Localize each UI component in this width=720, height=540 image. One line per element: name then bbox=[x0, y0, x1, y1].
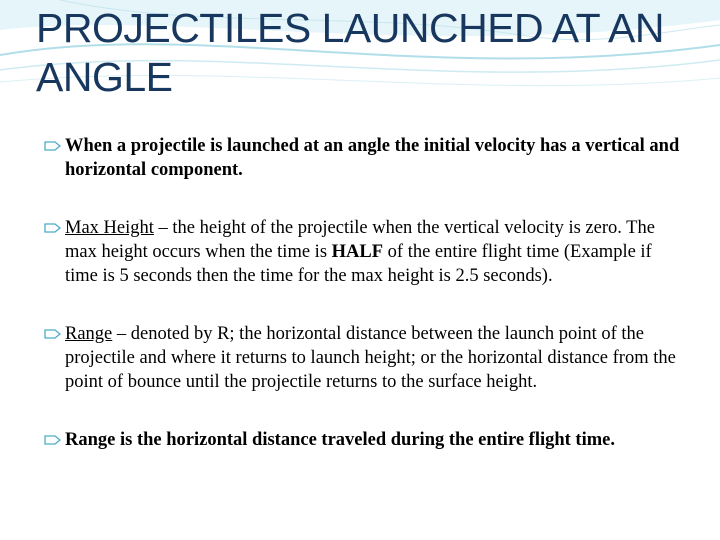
arrow-bullet-icon bbox=[44, 140, 61, 152]
title-line-2: ANGLE bbox=[36, 54, 173, 101]
bullet-list bbox=[44, 134, 680, 452]
term-max-height: Max Height bbox=[65, 218, 154, 238]
bullet-item bbox=[44, 428, 680, 452]
bullet-item bbox=[44, 134, 680, 182]
arrow-bullet-icon bbox=[44, 328, 61, 340]
bullet-text: Range is the horizontal distance traveled during the entire flight time. bbox=[65, 430, 615, 450]
term-range: Range bbox=[65, 324, 113, 344]
bullet-item bbox=[44, 216, 680, 288]
slide-title bbox=[36, 4, 706, 102]
bullet-text: – the height of the projectile when the vertical velocity is zero. The max height occurs when the time is bbox=[65, 218, 655, 262]
arrow-bullet-icon bbox=[44, 434, 61, 446]
bullet-text: of the entire flight time (Example if time is 5 seconds then the time for the max height is 2.5 seconds). bbox=[65, 242, 652, 286]
title-line-1: PROJECTILES LAUNCHED AT AN bbox=[36, 5, 664, 51]
bullet-text: – denoted by R; the horizontal distance between the launch point of the projectile and where it returns to launch height; or the horizontal distance from the point of bounce until the projectile returns to the surface height. bbox=[65, 324, 676, 392]
emphasis-half: HALF bbox=[331, 242, 384, 262]
arrow-bullet-icon bbox=[44, 222, 61, 234]
bullet-text: When a projectile is launched at an angle the initial velocity has a vertical and horizontal component. bbox=[65, 136, 680, 180]
bullet-item bbox=[44, 322, 680, 394]
